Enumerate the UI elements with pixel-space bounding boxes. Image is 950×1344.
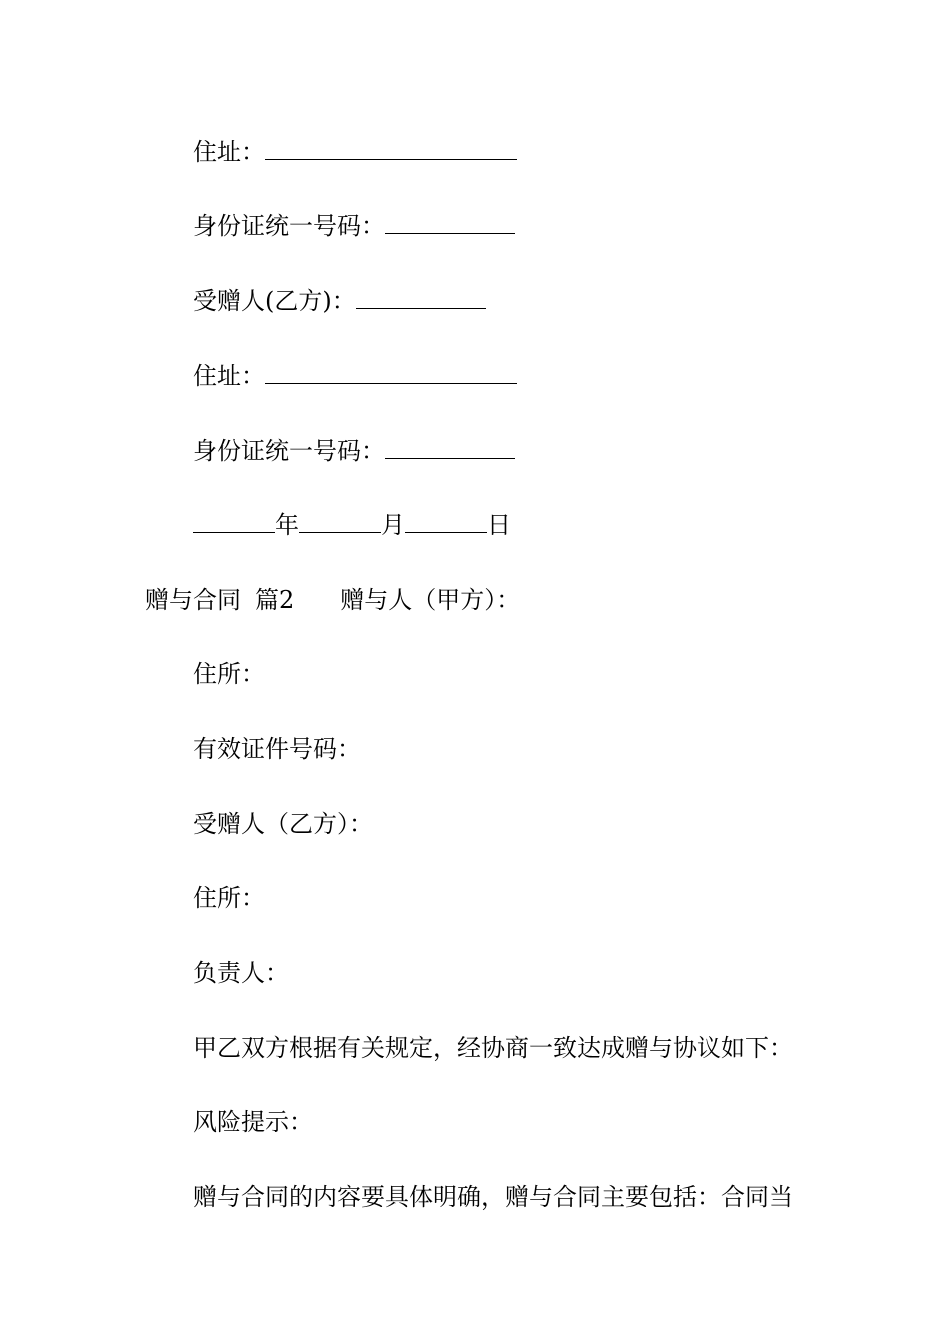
day-blank[interactable] [405, 512, 487, 533]
donee-address-row [193, 361, 517, 391]
responsible-label: 负责人： [193, 959, 289, 987]
donor-id-label: 身份证统一号码： [193, 212, 385, 240]
donee-row [193, 286, 486, 316]
month-label: 月 [381, 511, 405, 539]
domicile-label-2: 住所： [193, 884, 265, 912]
risk-row [193, 1107, 313, 1137]
valid-id-label: 有效证件号码： [193, 735, 361, 763]
contract-content-text: 赠与合同的内容要具体明确，赠与合同主要包括：合同当 [193, 1183, 793, 1211]
donor-id-blank[interactable] [385, 213, 515, 234]
agreement-intro [193, 1033, 793, 1063]
donor-address-label: 住址： [193, 138, 265, 166]
donee-label: 受赠人(乙方)： [193, 287, 356, 315]
donor-address-row [193, 137, 517, 167]
month-blank[interactable] [299, 512, 381, 533]
contract-content-row [193, 1182, 793, 1212]
date-row [193, 510, 511, 540]
donee-name-blank[interactable] [356, 288, 486, 309]
year-blank[interactable] [193, 512, 275, 533]
domicile-row-1 [193, 659, 265, 689]
donor-address-blank[interactable] [265, 139, 517, 160]
donee-id-label: 身份证统一号码： [193, 437, 385, 465]
donee-id-blank[interactable] [385, 438, 515, 459]
risk-label: 风险提示： [193, 1108, 313, 1136]
year-label: 年 [275, 511, 299, 539]
donee-address-label: 住址： [193, 362, 265, 390]
day-label: 日 [487, 511, 511, 539]
donee-party-label: 受赠人（乙方）： [193, 810, 373, 838]
valid-id-row [193, 734, 361, 764]
donee-party-row [193, 809, 373, 839]
domicile-row-2 [193, 883, 265, 913]
agreement-intro-text: 甲乙双方根据有关规定，经协商一致达成赠与协议如下： [193, 1034, 793, 1062]
donee-address-blank[interactable] [265, 363, 517, 384]
donor-id-row [193, 211, 515, 241]
donee-id-row [193, 436, 515, 466]
responsible-row [193, 958, 289, 988]
donor-party-label: 赠与人（甲方）： [340, 586, 521, 614]
section-heading-row [145, 585, 520, 615]
section-number: 篇2 [255, 586, 295, 614]
section-title: 赠与合同 [145, 586, 241, 614]
domicile-label-1: 住所： [193, 660, 265, 688]
